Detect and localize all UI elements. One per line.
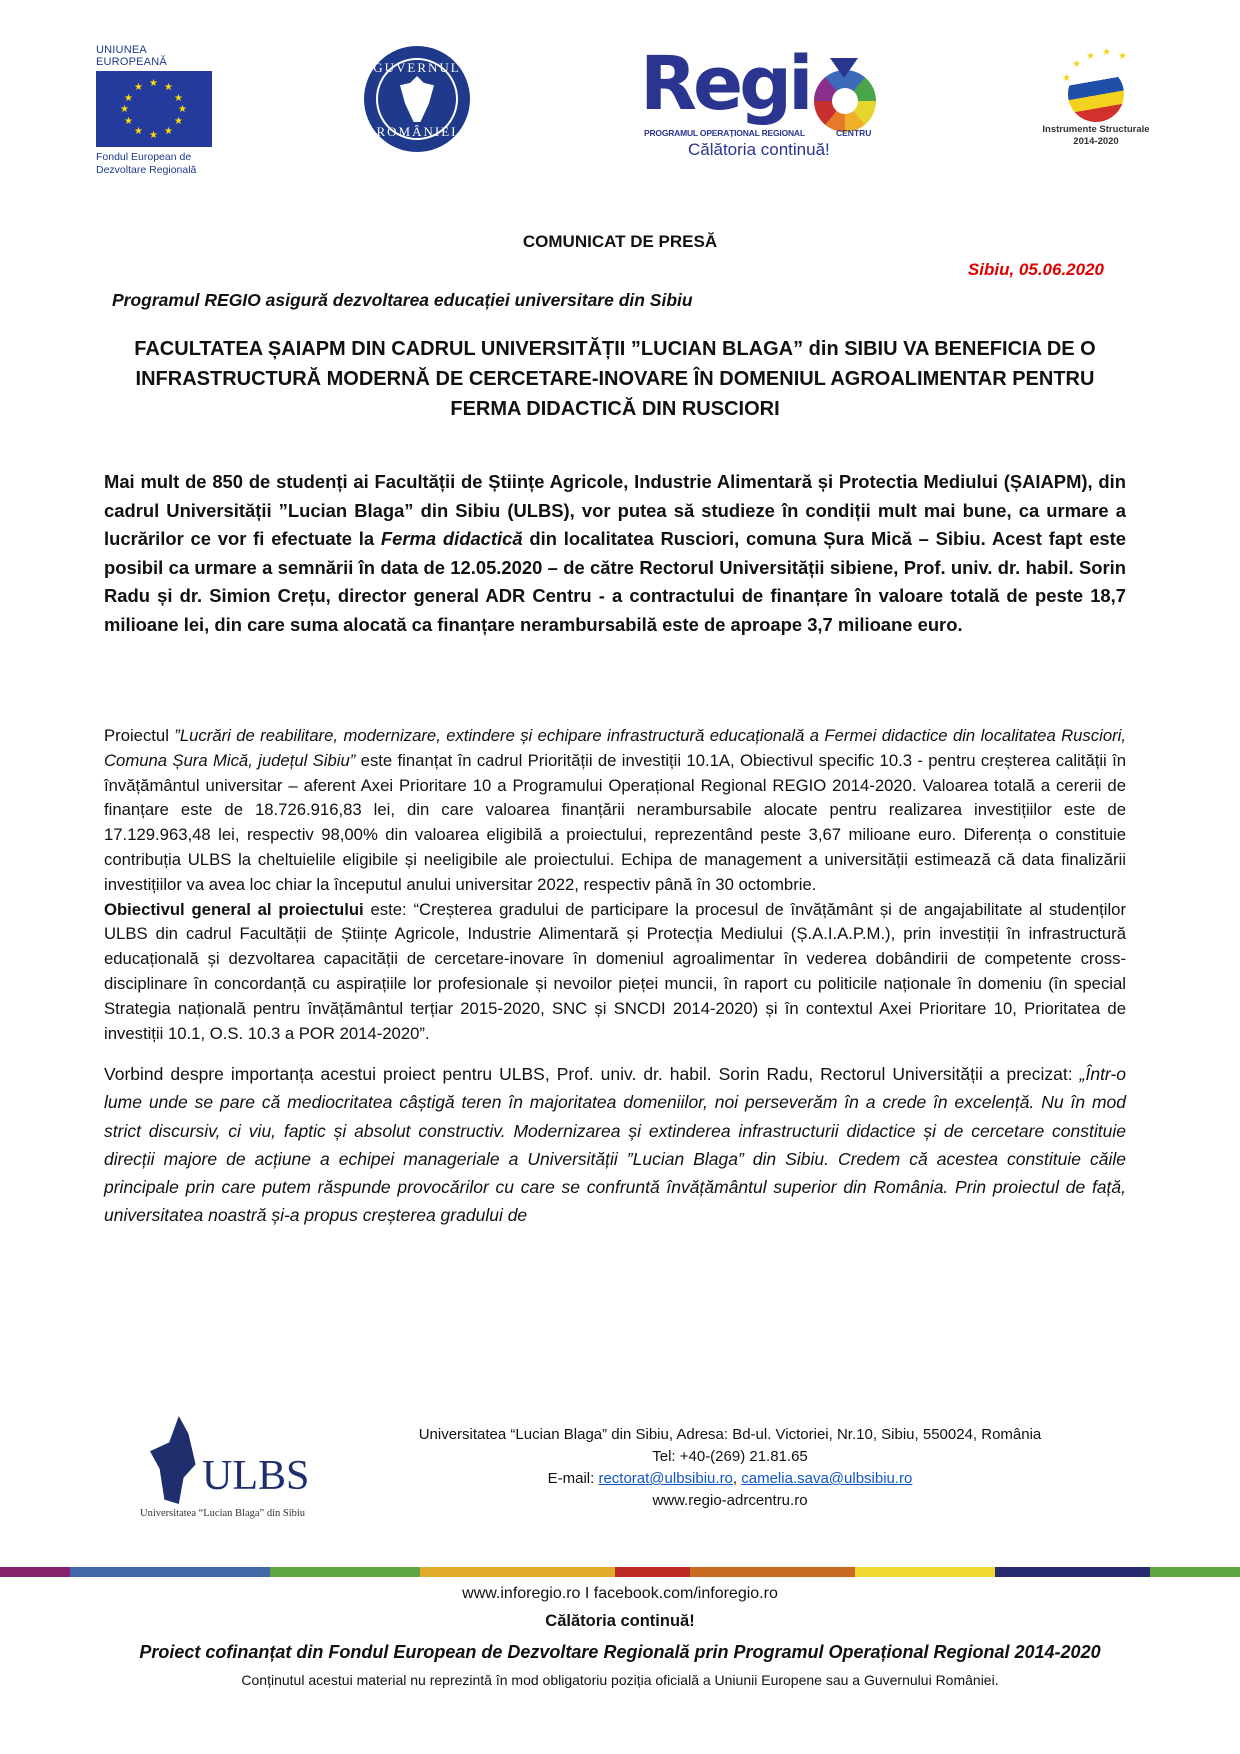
release-date: Sibiu, 05.06.2020 — [967, 260, 1104, 279]
ulbs-logo-subtitle: Universitatea “Lucian Blaga” din Sibiu — [140, 1508, 306, 1519]
footer-slogan: Călătoria continuă! — [545, 1612, 695, 1630]
stripe-segment — [420, 1567, 615, 1577]
ulbs-logo — [140, 1416, 340, 1526]
eu-logo-subtitle-line1: Fondul European de — [96, 151, 192, 163]
email-link-rectorat[interactable]: rectorat@ulbsibiu.ro — [598, 1470, 733, 1487]
stripe-segment — [270, 1567, 420, 1577]
rector-quote-paragraph — [104, 1060, 1126, 1230]
phone: Tel: +40-(269) 21.81.65 — [652, 1448, 808, 1465]
structural-instruments-globe-icon — [1068, 66, 1124, 122]
stripe-segment — [690, 1567, 855, 1577]
release-subtitle: Programul REGIO asigură dezvoltarea educației universitare din Sibiu — [112, 290, 693, 310]
regio-triangle-icon — [830, 58, 858, 78]
email-line — [330, 1468, 1130, 1490]
project-details-text: este finanțat în cadrul Priorității de investiții 10.1A, Obiectivul specific 10.3 - pentru creșterea calității în învățământul universitar – aferent Axei Prioritare 10 a Programului Operațional Regional REGIO 2014-2020. Valoarea totală a cererii de finanțare este de 18.726.916,83 lei, din care valoarea finanțării nerambursabile alocate pentru realizarea investițiilor este de 17.129.963,48 lei, respectiv 98,00% din valoarea eligibilă a proiectului, reprezentând peste 3,67 milioane euro. Diferența o constituie contribuția ULBS la cheltuielile eligibile și neeligibile ale proiectului. Echipa de management a universității estimează că data finalizării investițiilor va avea loc chiar la începutul anului universitar 2022, respectiv până în 30 octombrie. — [104, 750, 1127, 894]
address: Universitatea “Lucian Blaga” din Sibiu, Adresa: Bd-ul. Victoriei, Nr.10, Sibiu, 550024, România — [418, 1426, 1042, 1443]
objective-label: Obiectivul general al proiectului — [104, 899, 364, 919]
email-separator: , — [732, 1470, 742, 1487]
eu-logo-subtitle — [96, 151, 216, 177]
lead-italic-farm: Ferma didactică — [380, 528, 523, 550]
project-prefix: Proiectul — [104, 726, 175, 745]
regio-wordmark: Regi — [640, 41, 810, 127]
cofinance-statement: Proiect cofinanțat din Fondul European de Dezvoltare Regională prin Programul Operațional Regional 2014-2020 — [139, 1642, 1101, 1662]
lead-text-part2: din localitatea Rusciori, comuna Șura Mică – Sibiu. Acest fapt este posibil ca urmare a semnării în data de 12.05.2020 – de către Rectorul Universității sibiene, Prof. univ. dr. habil. Sorin Radu și dr. Simion Crețu, director general ADR Centru - a contractului de finanțare în valoare totală de peste 18,7 milioane lei, din care suma alocată ca finanțare nerambursabilă este de aproape 3,7 milioane euro. — [104, 528, 1127, 635]
contact-block — [330, 1424, 1130, 1512]
government-logo-top-text: GUVERNUL — [373, 60, 461, 75]
ulbs-logo-name: ULBS — [202, 1453, 310, 1499]
website-link[interactable]: www.regio-adrcentru.ro — [652, 1492, 808, 1509]
eu-flag-icon: ★ ★ ★ ★ ★ ★ ★ ★ ★ ★ ★ ★ — [96, 71, 212, 147]
instrumente-structurale-logo: ★ ★ ★ ★ ★ Instrumente Structurale 2014-2020 — [1036, 44, 1156, 154]
regio-program-label: PROGRAMUL OPERAȚIONAL REGIONAL — [644, 128, 805, 138]
footer-web-links[interactable]: www.inforegio.ro I facebook.com/inforegio.ro — [462, 1585, 778, 1602]
instrumente-line1: Instrumente Structurale — [1042, 124, 1150, 135]
stripe-segment — [995, 1567, 1150, 1577]
email-link-camelia[interactable]: camelia.sava@ulbsibiu.ro — [741, 1470, 913, 1487]
lead-paragraph — [104, 468, 1126, 640]
regio-logo — [640, 41, 890, 164]
lead-text-part1: Mai mult de 850 de studenți ai Facultății de Științe Agricole, Industrie Alimentară și Protectia Mediului (ȘAIAPM), din cadrul Universității ”Lucian Blaga” din Sibiu (ULBS), vor putea să studieze în condiții mult mai bune, ca urmare a lucrărilor ce vor fi efectuate la — [104, 471, 1126, 550]
regio-slogan: Călătoria continuă! — [688, 140, 830, 159]
eu-logo — [96, 44, 216, 177]
quote-intro: Vorbind despre importanța acestui proiect pentru ULBS, Prof. univ. dr. habil. Sorin Radu, Rectorul Universității a precizat: — [104, 1064, 1080, 1084]
instrumente-structurale-label — [1036, 124, 1156, 148]
instrumente-line2: 2014-2020 — [1073, 136, 1119, 147]
project-details-paragraph — [104, 724, 1126, 1046]
stripe-segment — [615, 1567, 690, 1577]
disclaimer: Conținutul acestui material nu reprezintă în mod obligatoriu poziția oficială a Uniunii Europene sau a Guvernului României. — [241, 1672, 999, 1688]
press-release-title: COMUNICAT DE PRESĂ — [522, 232, 718, 251]
stripe-segment — [855, 1567, 995, 1577]
color-stripe-divider — [0, 1567, 1240, 1577]
stripe-segment — [1150, 1567, 1240, 1577]
stripe-segment — [0, 1567, 70, 1577]
eu-logo-subtitle-line2: Dezvoltare Regională — [96, 164, 197, 176]
government-logo-bottom-text: ROMÂNIEI — [376, 124, 458, 139]
stripe-segment — [70, 1567, 270, 1577]
objective-text: este: “Creșterea gradului de participare la procesul de învățământ și de angajabilitate al studenților ULBS din cadrul Facultății de Științe Agricole, Industrie Alimentară și Protecția Mediului (Ș.A.I.A.P.M.), prin investiții în infrastructură educațională și dezvoltarea capacității de cercetare-inovare în domeniul agroalimentar în vederea dobândirii de competente cross-disciplinare în concordanță cu aspirațiile lor profesionale și nevoilor pieței muncii, în raport cu politicile naționale în domeniu (în special Strategia națională pentru învățământul terțiar 2015-2020, SNC și SNCDI 2014-2020) și în contextul Axei Prioritare 10, Prioritatea de investiții 10.1, O.S. 10.3 a POR 2014-2020”. — [104, 899, 1127, 1043]
project-title: ”Lucrări de reabilitare, modernizare, extindere și echipare infrastructură educațională a Fermei didactice din localitatea Rusciori, Comuna Șura Mică, județul Sibiu” — [104, 726, 1126, 770]
eagle-icon — [150, 1416, 198, 1504]
email-label: E-mail: — [547, 1470, 599, 1487]
release-headline: FACULTATEA ȘAIAPM DIN CADRUL UNIVERSITĂȚII ”LUCIAN BLAGA” din SIBIU VA BENEFICIA DE O INFRASTRUCTURĂ MODERNĂ DE CERCETARE-INOVARE ÎN DOMENIUL AGROALIMENTAR PENTRU FERMA DIDACTICĂ DIN RUSCIORI — [134, 338, 1096, 420]
rector-quote: „Într-o lume unde se pare că mediocritatea câștigă teren în majoritatea domeniilor, noi perseverăm în a crede în excelență. Nu în mod strict discursiv, ci viu, faptic și absolut constructiv. Modernizarea și extinderea infrastructurii didactice și de cercetare constituie direcții majore de acțiune a echipei manageriale a Universității ”Lucian Blaga” din Sibiu. Credem că acestea constituie căile principale prin care putem răspunde provocărilor cu care se confruntă învățământul superior din România. Prin proiectul de față, universitatea noastră și-a propus creșterea gradului de — [104, 1064, 1126, 1226]
eu-logo-title: UNIUNEA EUROPEANĂ — [96, 44, 167, 68]
regio-color-wheel-icon — [814, 70, 876, 132]
regio-centre-label: CENTRU — [836, 128, 872, 138]
government-logo — [364, 46, 470, 152]
